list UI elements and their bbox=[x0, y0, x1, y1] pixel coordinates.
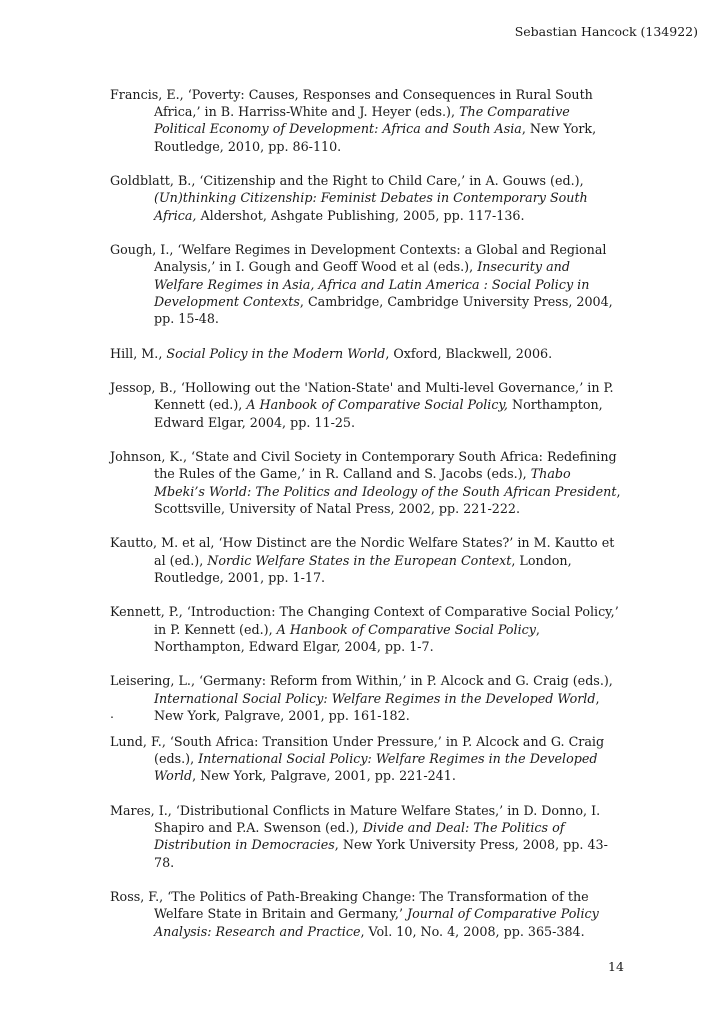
stray-period-mark: . bbox=[110, 706, 114, 721]
reference-entry: Johnson, K., ‘State and Civil Society in Contemporary South Africa: Redefining the Rules of the Game,’ in R. Calland and S. Jacobs (eds.), Thabo Mbeki’s World: The Politics and Ideology of the South African President, Scottsville, University of Natal Press, 2002, pp. 221-222. bbox=[110, 449, 621, 516]
page-header-author: Sebastian Hancock (134922) bbox=[514, 24, 698, 39]
reference-entry: Jessop, B., ‘Hollowing out the 'Nation-State' and Multi-level Governance,’ in P. Kennett (ed.), A Hanbook of Comparative Social Policy, Northampton, Edward Elgar, 2004, pp. 11-25. bbox=[110, 380, 614, 430]
reference-entry: Lund, F., ‘South Africa: Transition Under Pressure,’ in P. Alcock and G. Craig (eds.), International Social Policy: Welfare Regimes in the Developed World, New York, Palgrave, 2001, pp. 221-241. bbox=[110, 734, 605, 784]
reference-entry: Francis, E., ‘Poverty: Causes, Responses and Consequences in Rural South Africa,’ in B. Harriss-White and J. Heyer (eds.), The Comparative Political Economy of Development: Africa and South Asia, New York, Routledge, 2010, pp. 86-110. bbox=[110, 87, 597, 154]
reference-entry: Leisering, L., ‘Germany: Reform from Within,’ in P. Alcock and G. Craig (eds.), International Social Policy: Welfare Regimes in the Developed World, New York, Palgrave, 2001, pp. 161-182. bbox=[110, 673, 613, 723]
reference-list bbox=[110, 86, 622, 957]
reference-entry: Kennett, P., ‘Introduction: The Changing Context of Comparative Social Policy,’ in P. Kennett (ed.), A Hanbook of Comparative Social Policy, Northampton, Edward Elgar, 2004, pp. 1-7. bbox=[110, 604, 619, 654]
reference-entry: Ross, F., ‘The Politics of Path-Breaking Change: The Transformation of the Welfare State in Britain and Germany,’ Journal of Comparative Policy Analysis: Research and Practice, Vol. 10, No. 4, 2008, pp. 365-384. bbox=[110, 889, 599, 939]
reference-entry: Gough, I., ‘Welfare Regimes in Development Contexts: a Global and Regional Analysis,’ in I. Gough and Geoff Wood et al (eds.), Insecurity and Welfare Regimes in Asia, Africa and Latin America : Social Policy in Development Contexts, Cambridge, Cambridge University Press, 2004, pp. 15-48. bbox=[110, 242, 613, 327]
reference-entry: Mares, I., ‘Distributional Conflicts in Mature Welfare States,’ in D. Donno, I. Shapiro and P.A. Swenson (ed.), Divide and Deal: The Politics of Distribution in Democracies, New York University Press, 2008, pp. 43-78. bbox=[110, 803, 608, 870]
reference-entry: Goldblatt, B., ‘Citizenship and the Right to Child Care,’ in A. Gouws (ed.), (Un)thinking Citizenship: Feminist Debates in Contemporary South Africa, Aldershot, Ashgate Publishing, 2005, pp. 117-136. bbox=[110, 173, 588, 223]
reference-entry: Kautto, M. et al, ‘How Distinct are the Nordic Welfare States?’ in M. Kautto et al (ed.), Nordic Welfare States in the European Context, London, Routledge, 2001, pp. 1-17. bbox=[110, 535, 615, 585]
page-number: 14 bbox=[608, 959, 624, 974]
reference-entry: Hill, M., Social Policy in the Modern World, Oxford, Blackwell, 2006. bbox=[110, 345, 553, 361]
